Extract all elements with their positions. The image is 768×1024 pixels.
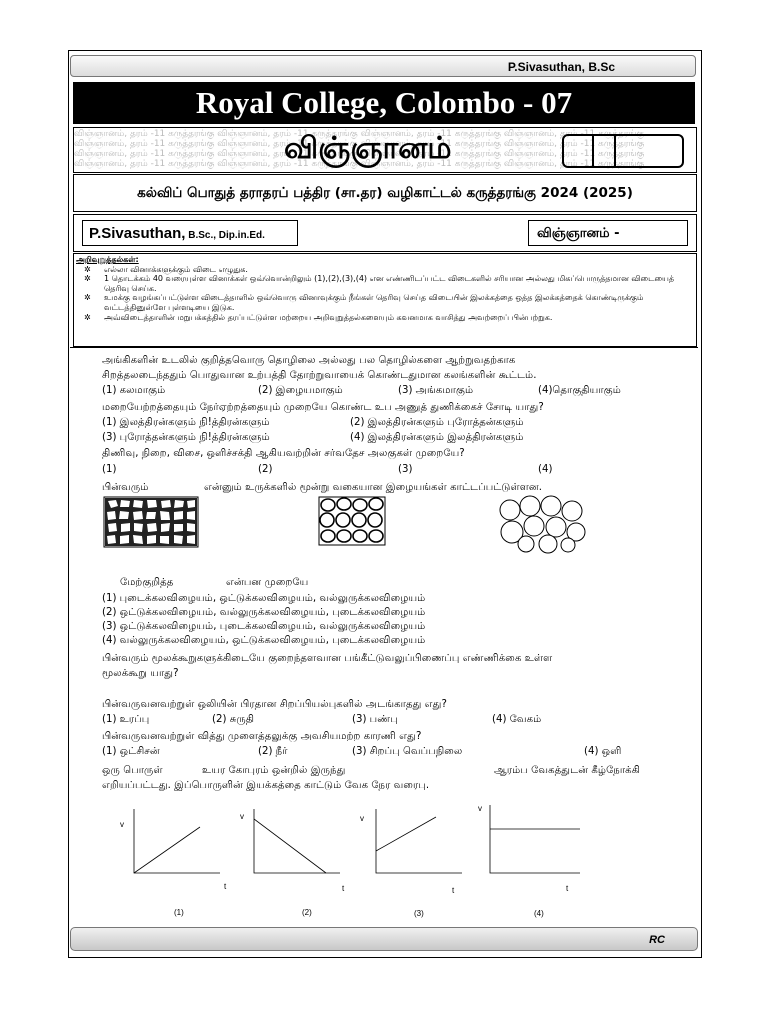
question-4-option-3: (3) ஒட்டுக்கலவிழையம், புடைக்கலவிழையம், வல்லுருக்கலவிழையம் [102,621,426,632]
graph-2-t-label: t [342,884,345,893]
question-2: மறையேற்றத்தையும் நேர்ஏற்றத்தையும் முறையே கொண்ட உப அணுத் துணிக்கைச் சோடி யாது? [102,402,544,413]
question-3: திணிவு, நிறை, விசை, ஒளிச்சக்தி ஆகியவற்றின் சர்வதேச அலகுகள் முறையே? [102,448,465,459]
instruction-item: ✲ எல்லா வினாக்களுக்கும் விடை எழுதுக. [84,264,248,274]
question-5-line-1: பின்வரும் மூலக்கூறுகளுக்கிடையே குறைந்தளவான பங்கீட்டுவலுப்பிணைப்பு எண்ணிக்கை உள்ள [102,653,553,664]
graph-2-line [254,819,326,873]
watermark-row: விஞ்ஞானம், தரம் -11 கருத்தரங்கு விஞ்ஞானம், தரம் -11 கருத்தரங்கு விஞ்ஞானம், தரம் -11 கருத்தரங்கு விஞ்ஞானம், தரம் -11 கருத்தரங்கு [74,159,645,169]
tissue-diagram-a [103,496,199,548]
graph-1-axes [134,809,220,873]
graph-4-axes [490,805,580,873]
watermark-row: விஞ்ஞானம், தரம் -11 கருத்தரங்கு விஞ்ஞானம், தரம் -11 கருத்தரங்கு விஞ்ஞானம், தரம் -11 கருத்தரங்கு விஞ்ஞானம், தரம் -11 கருத்தரங்கு [74,149,645,159]
graph-4-v-label: v [478,805,482,813]
author-header: P.Sivasuthan, B.Sc [70,55,696,77]
graph-2-v-label: v [240,812,244,821]
question-8-line-2: எறியப்பட்டது. இப்பொருளின் இயக்கத்தை காட்டும் வேக நேர வரைபு. [102,780,430,791]
footer-bar: RC [70,927,698,951]
seminar-title: கல்விப் பொதுத் தராதரப் பத்திர (சா.தர) வழிகாட்டல் கருத்தரங்கு 2024 (2025) [73,174,697,212]
graph-1-v-label: v [120,820,124,829]
section-divider [70,347,698,348]
velocity-time-graphs [110,805,590,920]
question-5-line-2: மூலக்கூறு யாது? [102,668,179,679]
tissue-diagram-c [496,494,588,554]
author-name: P.Sivasuthan, [89,225,186,242]
question-4-option-1: (1) புடைக்கலவிழையம், ஒட்டுக்கலவிழையம், வல்லுருக்கலவிழையம் [102,593,426,604]
instructions-heading: அறிவுறுத்தல்கள்: [76,255,139,264]
graph-3-number: (3) [414,909,424,918]
graph-4-t-label: t [566,884,569,893]
graph-4-number: (4) [534,909,544,918]
graph-3-axes [376,809,462,873]
graph-2-number: (2) [302,908,312,917]
index-number-box [562,134,684,168]
instruction-item: ✲ உமக்கு வழங்கப்பட்டுள்ள விடைத்தாளில் ஒவ்வொரு வினாவுக்கும் நீங்கள் தெரிவு செய்த விடையின் இலக்கத்தை ஒத்த இலக்கத்தைக் கொண்டிருக்கும் வட்டத்தினுள்ளே புள்ளடியை இடுக. [84,293,644,312]
graph-1-t-label: t [224,882,227,891]
instruction-item: ✲ அவ்விடைத்தாளின் மறுபக்கத்தில் தரப்பட்டுள்ள மற்றைய அறிவுறுத்தல்களையும் கவனமாக வாசித்து அவற்றைப் பின்பற்றுக. [84,312,553,322]
graph-3-v-label: v [360,814,364,823]
tissue-diagram-b [318,496,386,546]
question-1-line-1: அங்கிகளின் உடலில் குறித்தவொரு தொழிலை அல்லது பல தொழில்களை ஆற்றுவதற்காக [102,355,516,366]
question-4-option-4: (4) வல்லுருக்கலவிழையம், ஒட்டுக்கலவிழையம், புடைக்கலவிழையம் [102,635,426,646]
school-banner: Royal College, Colombo - 07 [73,82,695,124]
author-qualification: B.Sc., Dip.in.Ed. [185,230,265,241]
author-box [82,220,298,246]
graph-1-number: (1) [174,908,184,917]
question-7: பின்வருவனவற்றுள் வித்து முளைத்தலுக்கு அவசியமற்ற காரணி எது? [102,731,422,742]
subject-title-area [73,127,697,173]
subject-box: விஞ்ஞானம் - [528,220,688,246]
question-1-line-2: சிறத்தலடைந்ததும் பொதுவான உற்பத்தி தோற்றுவாயைக் கொண்டதுமான கலங்களின் கூட்டம். [102,370,537,381]
instruction-item: ✲ 1 தொடக்கம் 40 வரையுள்ள வினாக்கள் ஒவ்வொன்றிலும் (1),(2),(3),(4) என எண்ணிடப்பட்ட விடைகளில் சரியான அல்லது மிகப்பொருத்தமான விடையைத் தெரிவு செய்க. [84,274,675,293]
watermark-row: விஞ்ஞானம், தரம் -11 கருத்தரங்கு விஞ்ஞானம், தரம் -11 கருத்தரங்கு விஞ்ஞானம், தரம் -11 கருத்தரங்கு விஞ்ஞானம், தரம் -11 கருத்தரங்கு [74,139,645,149]
author-subject-row [73,214,697,252]
graph-3-t-label: t [452,886,455,895]
watermark-row: விஞ்ஞானம், தரம் -11 கருத்தரங்கு விஞ்ஞானம், தரம் -11 கருத்தரங்கு விஞ்ஞானம், தரம் -11 கருத்தரங்கு விஞ்ஞானம், தரம் -11 கருத்தரங்கு [74,129,645,139]
graph-1-line [134,827,200,873]
graph-3-line [376,817,436,851]
question-4-option-2: (2) ஒட்டுக்கலவிழையம், வல்லுருக்கலவிழையம், புடைக்கலவிழையம் [102,607,426,618]
instructions-box [73,253,697,347]
subject-title: விஞ்ஞானம் [284,131,452,166]
question-6: பின்வருவனவற்றுள் ஒலியின் பிரதான சிறப்பியல்புகளில் அடங்காதது எது? [102,699,447,710]
graph-2-axes [254,809,340,873]
